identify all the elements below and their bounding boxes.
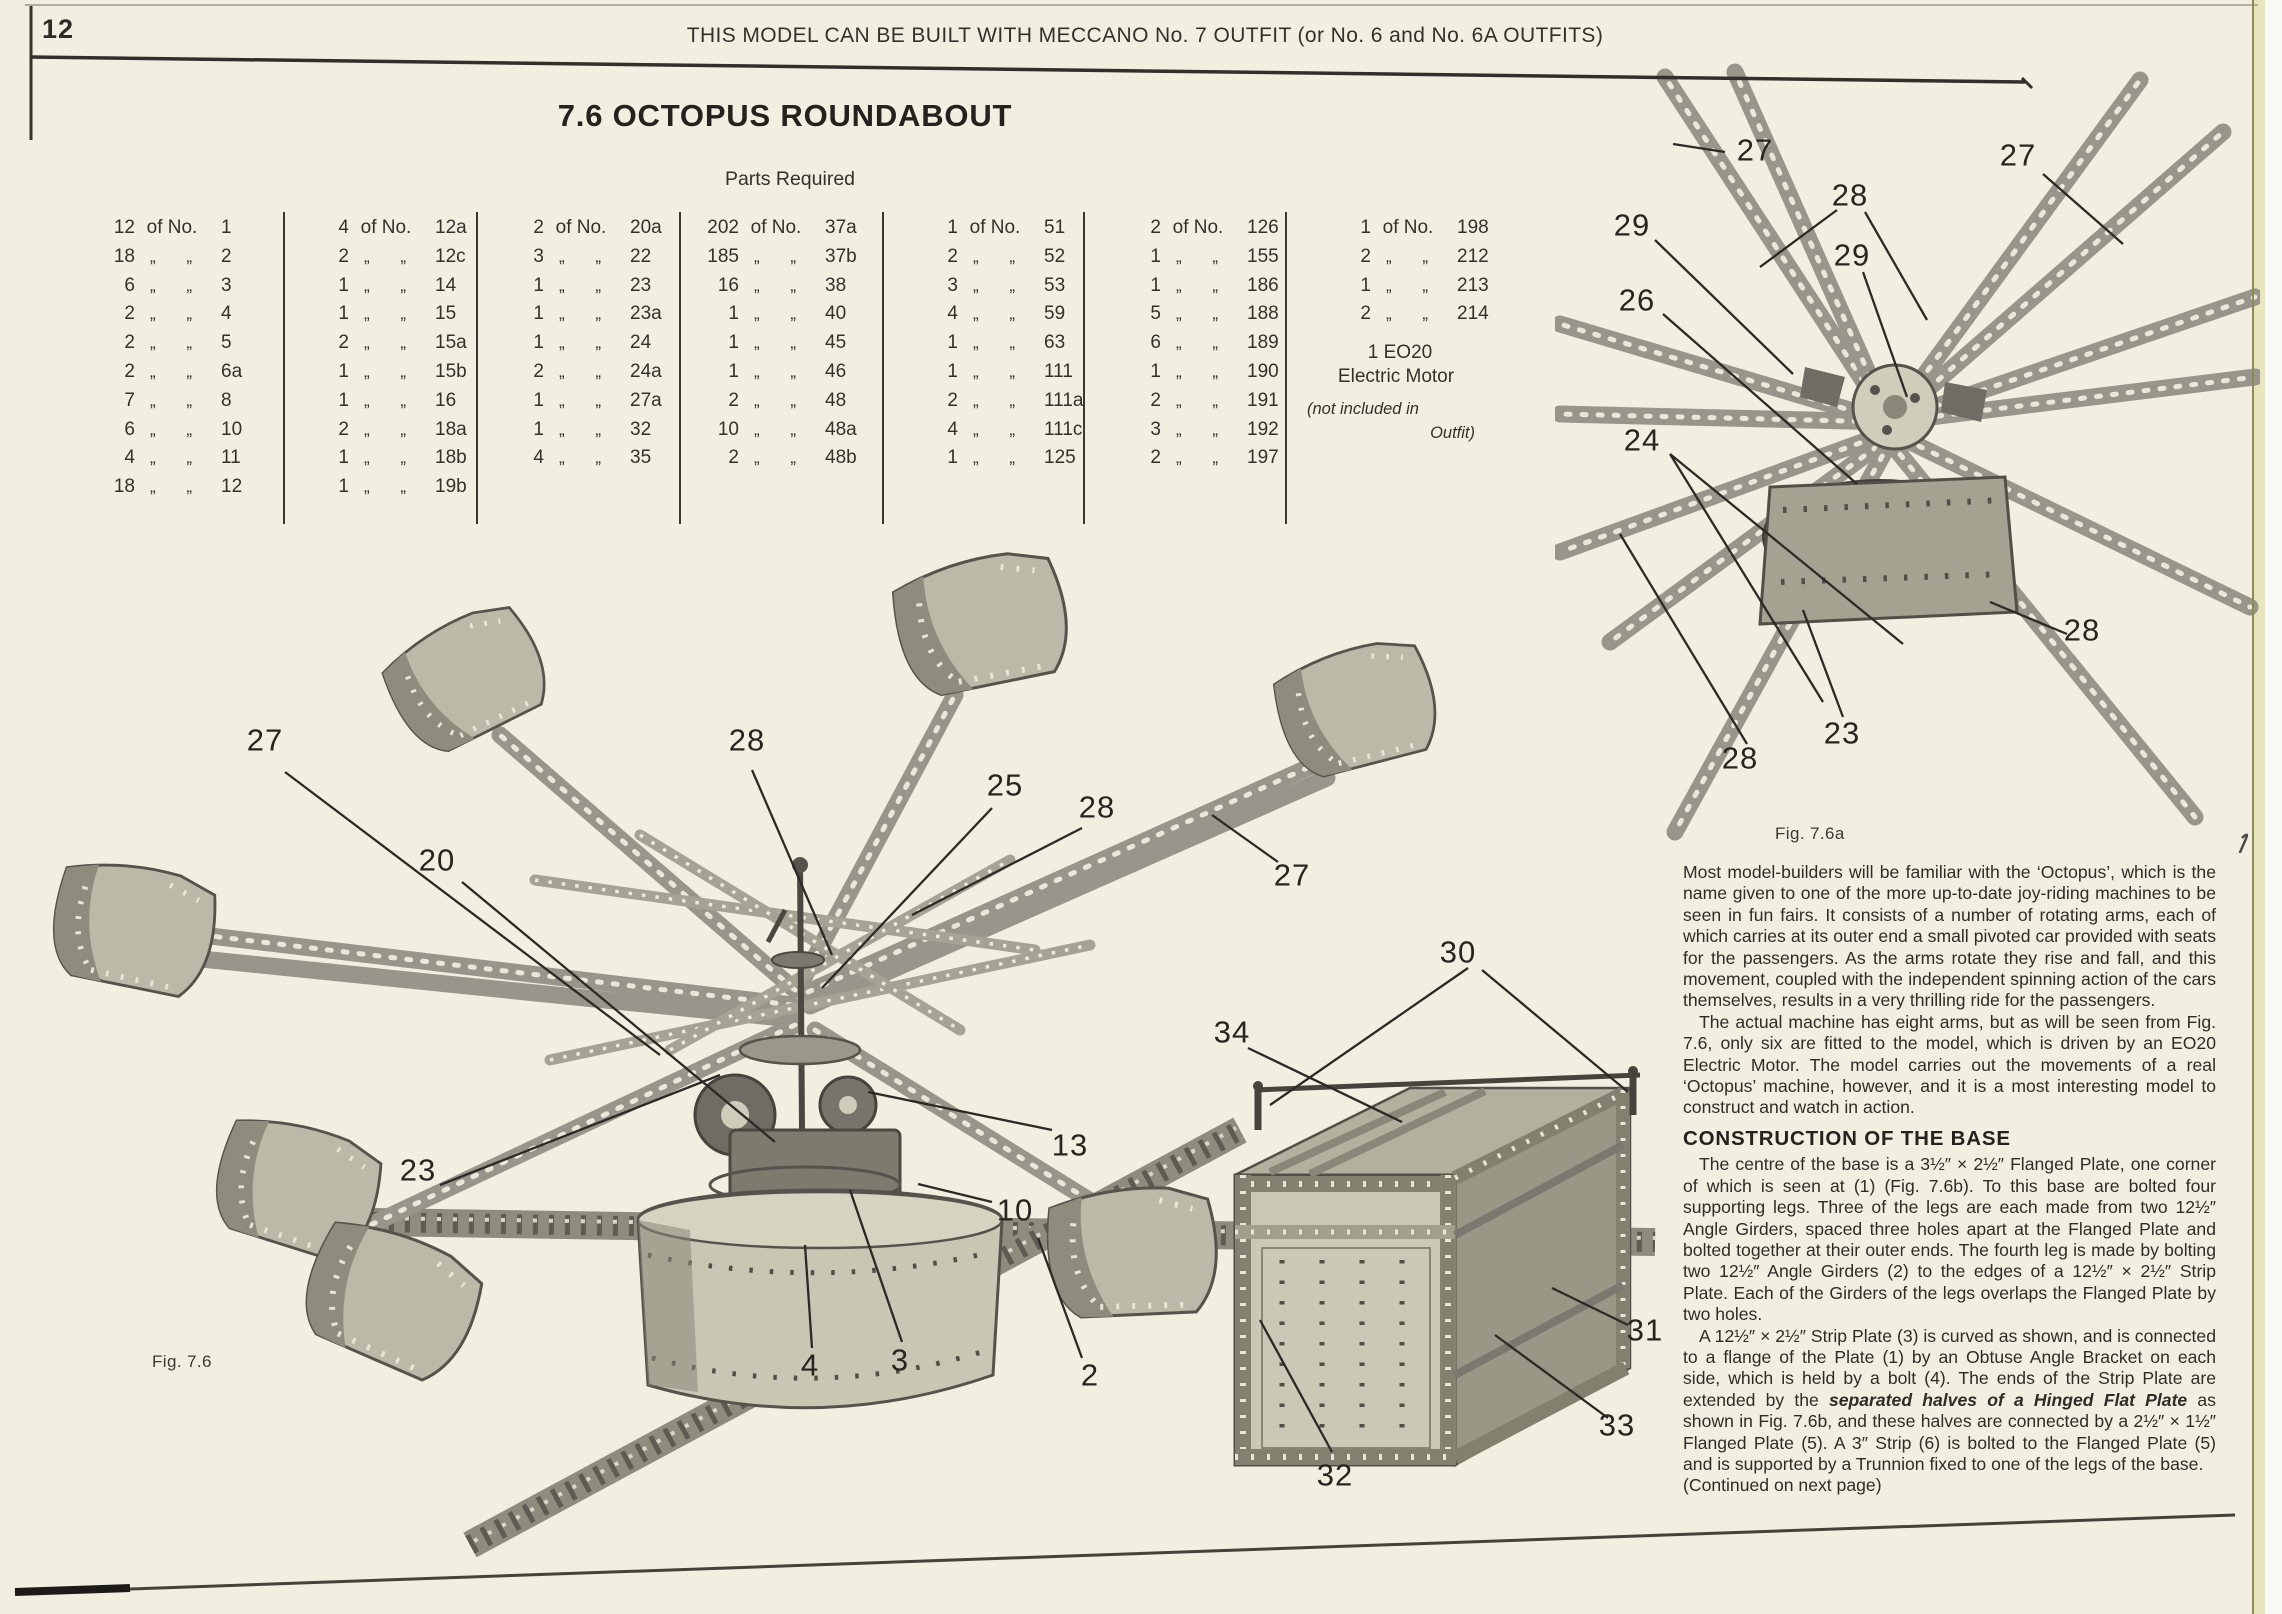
parts-row: 4 of No. 12a (338, 217, 467, 238)
parts-row: 1 „ „ 213 (1360, 274, 1489, 296)
figure-caption: Fig. 7.6a (1775, 824, 1845, 843)
figure-7-6-illustration (30, 530, 1680, 1590)
parts-row: 1 „ „ 40 (728, 303, 847, 325)
parts-row: 4 „ „ 11 (124, 447, 241, 469)
figure-callout: 23 (399, 1152, 437, 1188)
parts-row: 16 „ „ 38 (717, 274, 847, 296)
parts-row: 1 „ „ 27a (533, 389, 662, 411)
figure-callout: 29 (1613, 207, 1651, 243)
parts-row: 4 „ „ 35 (533, 447, 652, 469)
parts-row: 1 „ „ 186 (1150, 274, 1279, 296)
parts-row: 202 of No. 37a (707, 217, 857, 238)
parts-row: 1 „ „ 125 (947, 447, 1076, 469)
parts-row: 2 „ „ 214 (1360, 303, 1489, 325)
parts-row: 1 „ „ 32 (533, 418, 652, 440)
parts-row: 2 „ „ 18a (338, 418, 467, 440)
figure-callout: 23 (1823, 715, 1861, 751)
parts-column (285, 212, 478, 524)
parts-row: 1 „ „ 18b (338, 447, 467, 469)
parts-row: 1 „ „ 15b (338, 360, 467, 382)
figure-callout: 3 (890, 1342, 910, 1378)
parts-row: 1 „ „ 23a (533, 303, 662, 325)
parts-row: 1 „ „ 16 (338, 389, 457, 411)
figure-callout: 24 (1623, 422, 1661, 458)
parts-row: 2 „ „ 212 (1360, 245, 1489, 267)
parts-column (1085, 212, 1287, 524)
parts-row: 2 „ „ 5 (124, 332, 232, 354)
figure-callout: 28 (728, 722, 766, 758)
figure-callout: 26 (1618, 282, 1656, 318)
figure-callout: 28 (1078, 789, 1116, 825)
paragraph: The actual machine has eight arms, but as will be seen from Fig. 7.6, only six are fitted to the model, which is driven by an EO20 Electric Motor. The model carries out the movements of a real ‘Octopus’ machine, however, and it is a most interesting model to construct and watch in action. (1683, 1011, 2216, 1118)
parts-row: 2 „ „ 48b (728, 447, 857, 469)
parts-row: 6 „ „ 10 (124, 418, 243, 440)
parts-row: 10 „ „ 48a (717, 418, 857, 440)
figure-callout: 27 (1999, 137, 2037, 173)
parts-row: 2 „ „ 48 (728, 389, 847, 411)
figure-callout: 34 (1213, 1014, 1251, 1050)
figure-callout: 27 (1273, 857, 1311, 893)
parts-row: 1 „ „ 15 (338, 303, 457, 325)
continued-note: (Continued on next page) (1683, 1475, 1882, 1496)
parts-row: 5 „ „ 188 (1150, 303, 1279, 325)
parts-row: 18 „ „ 2 (113, 245, 232, 267)
figure-callout: 28 (1831, 177, 1869, 213)
figure-7-6 (30, 530, 1680, 1590)
parts-row: 2 „ „ 191 (1150, 389, 1279, 411)
parts-columns (89, 212, 1489, 524)
parts-row: 1 of No. 51 (947, 217, 1066, 238)
parts-row: 2 „ „ 197 (1150, 447, 1279, 469)
parts-row: 2 „ „ 24a (533, 360, 662, 382)
drum (638, 1190, 1002, 1408)
page-title: 7.6 OCTOPUS ROUNDABOUT (557, 98, 1013, 133)
figure-callout: 13 (1051, 1127, 1089, 1163)
parts-column (884, 212, 1085, 524)
figure-callout: 30 (1439, 934, 1477, 970)
base-box (1235, 1066, 1640, 1465)
parts-row: 12 of No. 1 (113, 217, 232, 238)
parts-row: 2 „ „ 4 (124, 303, 232, 325)
parts-column (478, 212, 681, 524)
figure-callout: 32 (1316, 1457, 1354, 1493)
parts-row: 2 of No. 126 (1150, 217, 1279, 238)
figure-callout: 4 (800, 1347, 820, 1383)
parts-column (89, 212, 285, 524)
parts-row: 1 „ „ 45 (728, 332, 847, 354)
parts-row: 185 „ „ 37b (707, 245, 857, 267)
parts-row: 1 „ „ 190 (1150, 360, 1279, 382)
paragraph: A 12½″ × 2½″ Strip Plate (3) is curved as shown, and is connected to a flange of the Plate (1) by an Obtuse Angle Bracket on each side, which is held by a bolt (4). The ends of the Strip Plate are extended by the separated halves of a Hinged Flat Plate as shown in Fig. 7.6b, and these halves are connected by a 2½″ × 1½″ Flanged Plate (5). A 3″ Strip (6) is bolted to the Flanged Plate (5) and is supported by a Trunnion fixed to one of the legs of the base. (1683, 1325, 2216, 1474)
parts-row: 18 „ „ 12 (113, 476, 243, 498)
figure-callout: 27 (1736, 132, 1774, 168)
figure-7-6a-illustration (1555, 62, 2260, 852)
figure-callout: 29 (1833, 237, 1871, 273)
parts-column (681, 212, 884, 524)
parts-row: 1 „ „ 14 (338, 274, 457, 296)
figure-callout: 2 (1080, 1357, 1100, 1393)
parts-row: 7 „ „ 8 (124, 389, 232, 411)
header-text: THIS MODEL CAN BE BUILT WITH MECCANO No. 7 OUTFIT (or No. 6 and No. 6A OUTFITS) (686, 24, 1604, 47)
parts-row: 4 „ „ 111c (947, 418, 1083, 440)
intro-paragraphs (1683, 862, 2216, 1119)
parts-row: 2 „ „ 12c (338, 245, 466, 267)
parts-row: 3 „ „ 22 (533, 245, 652, 267)
figure-callout: 10 (996, 1192, 1034, 1228)
page-number: 12 (42, 14, 75, 44)
motor-note-line: Electric Motor (1337, 366, 1455, 388)
parts-row: 1 „ „ 46 (728, 360, 847, 382)
motor-note-line: (not included in (1307, 400, 1419, 419)
hub-centre (1760, 365, 2017, 624)
section-heading: CONSTRUCTION OF THE BASE (1683, 1126, 2011, 1150)
figure-callout: 25 (986, 767, 1024, 803)
figure-callout: 33 (1598, 1407, 1636, 1443)
parts-row: 2 „ „ 111a (947, 389, 1084, 411)
parts-row: 2 „ „ 15a (338, 332, 467, 354)
parts-row: 4 „ „ 59 (947, 303, 1066, 325)
parts-row: 6 „ „ 3 (124, 274, 232, 296)
figure-7-6a (1555, 62, 2260, 852)
figure-caption: Fig. 7.6 (152, 1352, 212, 1371)
parts-row: 6 „ „ 189 (1150, 332, 1279, 354)
paragraph: Most model-builders will be familiar with the ‘Octopus’, which is the name given to one of the more up-to-date joy-riding machines to be seen in fun fairs. It consists of a number of rotating arms, each of which carries at its outer end a small pivoted car provided with seats for the passengers. As the arms rotate they rise and fall, and this movement, coupled with the independent spinning action of the cars themselves, results in a very thrilling ride for the passengers. (1683, 862, 2216, 1011)
parts-column (1287, 212, 1489, 524)
article-column (1683, 862, 2216, 1497)
scan-background (2265, 0, 2282, 1614)
parts-row: 1 „ „ 24 (533, 332, 652, 354)
figure-callout: 28 (2063, 612, 2101, 648)
figure-callout: 27 (246, 722, 284, 758)
parts-row: 1 of No. 198 (1360, 217, 1489, 238)
parts-row: 2 „ „ 6a (124, 360, 243, 382)
figure-callout: 31 (1626, 1312, 1664, 1348)
parts-row: 1 „ „ 155 (1150, 245, 1279, 267)
parts-row: 1 „ „ 63 (947, 332, 1066, 354)
paragraph: The centre of the base is a 3½″ × 2½″ Flanged Plate, one corner of which is seen at (1) (Fig. 7.6b). To this base are bolted four supporting legs. Three of the legs are each made from two 12½″ Angle Girders, spaced three holes apart at the Flanged Plate and bolted together at their outer ends. The fourth leg is made by bolting two 12½″ Angle Girders (2) to the edges of a 12½″ × 2½″ Strip Plate. Each of the Girders of the legs overlaps the Flanged Plate by two holes. (1683, 1154, 2216, 1325)
parts-required-heading: Parts Required (724, 168, 856, 190)
parts-row: 2 „ „ 52 (947, 245, 1066, 267)
base-paragraphs (1683, 1154, 2216, 1475)
parts-row: 1 „ „ 19b (338, 476, 467, 498)
motor-note-line: 1 EO20 (1367, 342, 1433, 364)
hub-arms (1560, 72, 2255, 832)
parts-row: 3 „ „ 192 (1150, 418, 1279, 440)
parts-row: 1 „ „ 23 (533, 274, 652, 296)
parts-row: 1 „ „ 111 (947, 360, 1073, 382)
parts-row: 3 „ „ 53 (947, 274, 1066, 296)
figure-callout: 20 (418, 842, 456, 878)
parts-row: 2 of No. 20a (533, 217, 662, 238)
figure-callout: 28 (1721, 740, 1759, 776)
motor-note-line: Outfit) (1430, 424, 1475, 443)
